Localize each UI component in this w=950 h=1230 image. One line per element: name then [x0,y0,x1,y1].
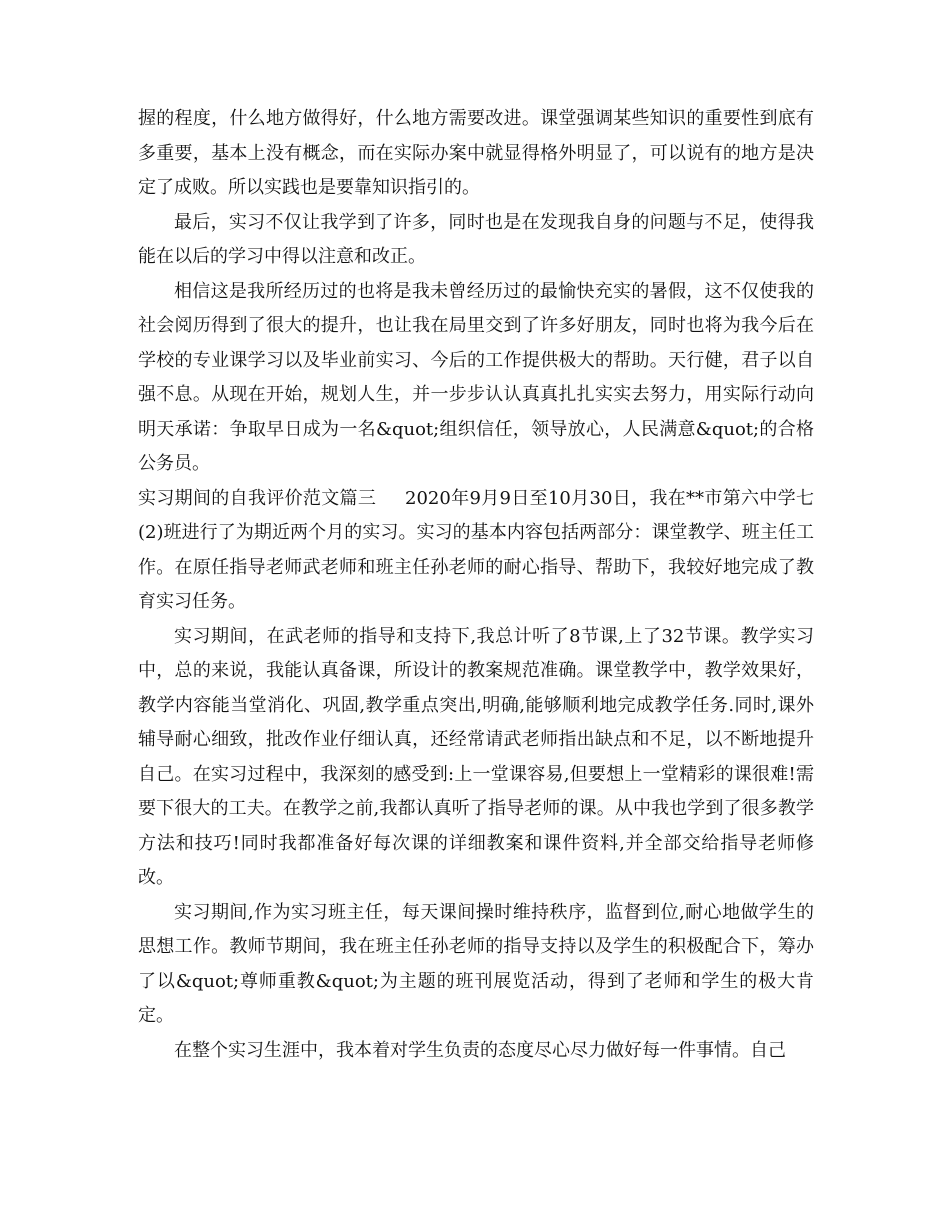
paragraph-2: 最后，实习不仅让我学到了许多，同时也是在发现我自身的问题与不足，使得我能在以后的学习中得以注意和改正。 [138,211,814,267]
section-title: 实习期间的自我评价范文篇三 [138,487,377,509]
paragraph-7: 在整个实习生涯中，我本着对学生负责的态度尽心尽力做好每一件事情。自己 [174,1039,786,1061]
paragraph-3: 相信这是我所经历过的也将是我未曾经历过的最愉快充实的暑假，这不仅使我的社会阅历得到了很大的提升，也让我在局里交到了许多好朋友，同时也将为我今后在学校的专业课学习以及毕业前实习、今后的工作提供极大的帮助。天行健，君子以自强不息。从现在开始，规划人生，并一步步认认真真扎扎实实去努力，用实际行动向明天承诺：争取早日成为一名&quot;组织信任，领导放心，人民满意&quot;的合格公务员。 [138,280,814,474]
document-body [138,102,814,1068]
section-lead-text: 2020年9月9日至10月30日，我在**市第六中学七(2)班进行了为期近两个月的实习。实习的基本内容包括两部分：课堂教学、班主任工作。在原任指导老师武老师和班主任孙老师的耐心指导、帮助下，我较好地完成了教育实习任务。 [138,487,814,612]
section-paragraph [138,482,814,620]
paragraph-6: 实习期间,作为实习班主任，每天课间操时维持秩序，监督到位,耐心地做学生的思想工作。教师节期间，我在班主任孙老师的指导支持以及学生的积极配合下，筹办了以&quot;尊师重教&quot;为主题的班刊展览活动，得到了老师和学生的极大肯定。 [138,901,814,1026]
paragraph-5: 实习期间，在武老师的指导和支持下,我总计听了8节课,上了32节课。教学实习中，总的来说，我能认真备课，所设计的教案规范准确。课堂教学中，教学效果好，教学内容能当堂消化、巩固,教学重点突出,明确,能够顺利地完成教学任务.同时,课外辅导耐心细致，批改作业仔细认真，还经常请武老师指出缺点和不足，以不断地提升自己。在实习过程中，我深刻的感受到:上一堂课容易,但要想上一堂精彩的课很难!需要下很大的工夫。在教学之前,我都认真听了指导老师的课。从中我也学到了很多教学方法和技巧!同时我都准备好每次课的详细教案和课件资料,并全部交给指导老师修改。 [138,625,815,888]
paragraph-1: 握的程度，什么地方做得好，什么地方需要改进。课堂强调某些知识的重要性到底有多重要，基本上没有概念，而在实际办案中就显得格外明显了，可以说有的地方是决定了成败。所以实践也是要靠知识指引的。 [138,108,814,198]
